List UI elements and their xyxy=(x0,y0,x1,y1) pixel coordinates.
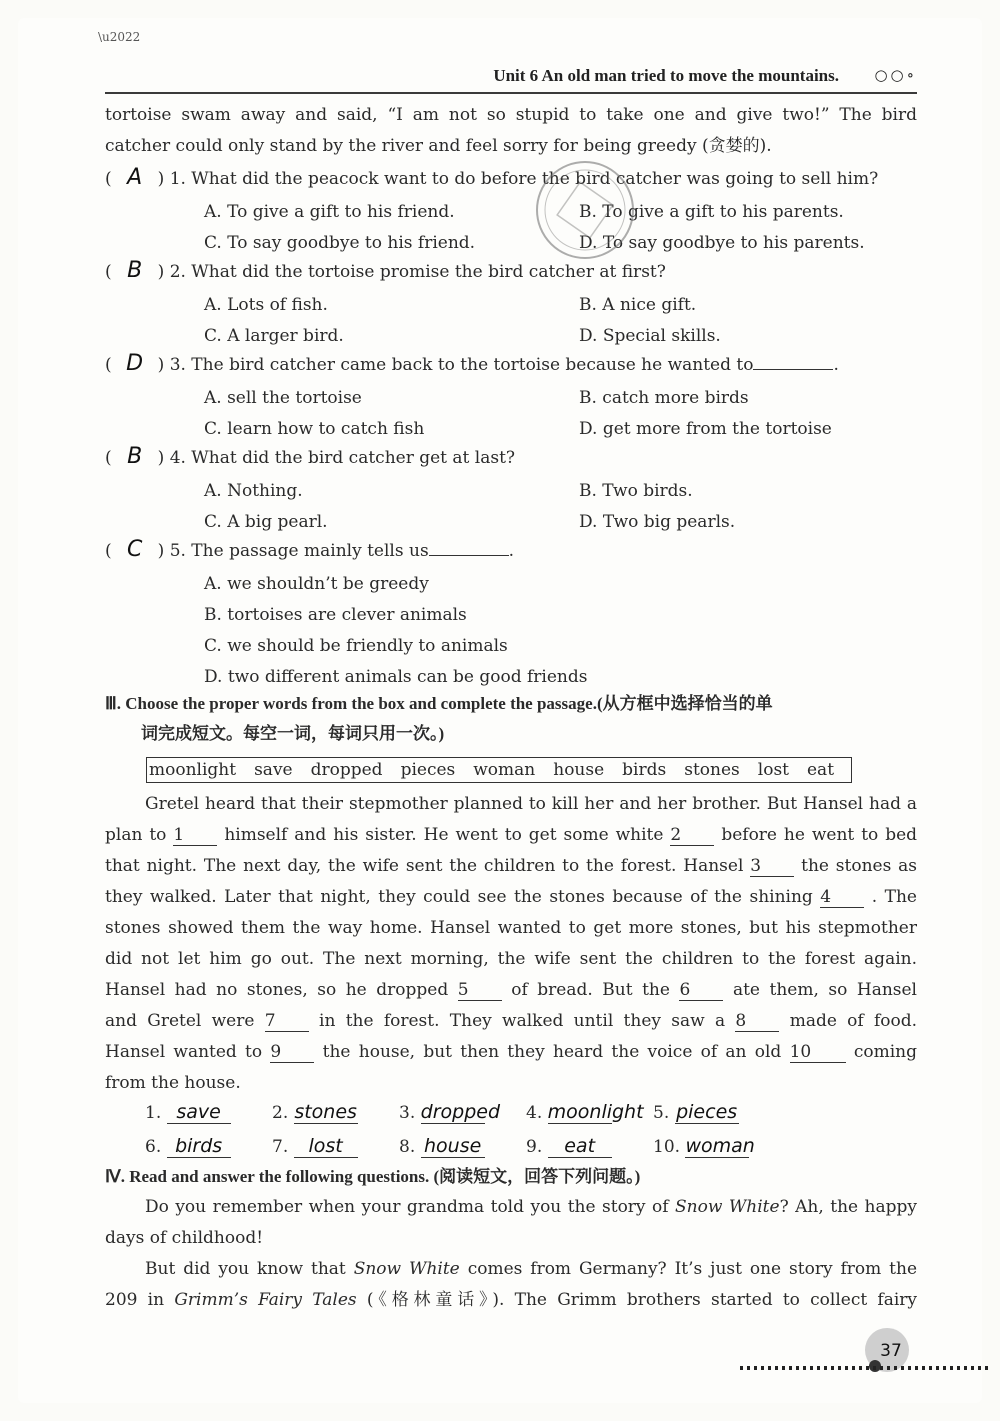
passage-line: tortoise swam away and said, “I am not so stupid to take one and give two!” The bird xyxy=(105,105,917,125)
answer-slot-3: 3. dropped xyxy=(399,1101,501,1123)
option-d: D. two different animals can be good friends xyxy=(204,667,588,687)
option-a: A. To give a gift to his friend. xyxy=(204,202,455,222)
handwritten-answer[interactable]: woman xyxy=(685,1135,755,1157)
question-2: ( B ) 2. What did the tortoise promise the bird catcher at first? xyxy=(105,258,666,283)
handwritten-answer[interactable]: pieces xyxy=(676,1101,738,1123)
option-a: A. sell the tortoise xyxy=(204,388,362,408)
footer-dots xyxy=(740,1362,990,1374)
option-d: D. Two big pearls. xyxy=(579,512,736,532)
handwritten-answer[interactable]: moonlight xyxy=(547,1101,644,1123)
word-option: save xyxy=(254,760,293,780)
blank-2[interactable]: 2 xyxy=(670,825,714,846)
word-option: woman xyxy=(473,760,536,780)
option-a: A. Lots of fish. xyxy=(204,295,328,315)
cloze-line: from the house. xyxy=(105,1073,241,1093)
header-dots: ○○∘ xyxy=(874,66,917,84)
passage-ending xyxy=(105,100,917,162)
question-3: ( D ) 3. The bird catcher came back to the tortoise because he wanted to . xyxy=(105,351,839,376)
blank-4[interactable]: 4 xyxy=(820,887,864,908)
answer-slot-10: 10. woman xyxy=(653,1135,755,1157)
option-d: D. get more from the tortoise xyxy=(579,419,832,439)
cloze-passage xyxy=(105,789,917,1099)
handwritten-answer[interactable]: dropped xyxy=(420,1101,501,1123)
reading-line: 209 in Grimm’s Fairy Tales (《格林童话》). The Grimm brothers started to collect fairy xyxy=(105,1290,918,1310)
word-option: moonlight xyxy=(149,760,237,780)
reading-line: days of childhood! xyxy=(105,1228,264,1248)
option-a: A. we shouldn’t be greedy xyxy=(204,574,429,594)
answer-bracket-4[interactable]: B xyxy=(127,444,143,469)
section-3-title: Ⅲ. Choose the proper words from the box and complete the passage.(从方框中选择恰当的单 xyxy=(105,694,773,713)
question-4: ( B ) 4. What did the bird catcher get at last? xyxy=(105,444,516,469)
blank-10[interactable]: 10 xyxy=(790,1042,846,1063)
option-b: B. To give a gift to his parents. xyxy=(579,202,844,222)
reading-passage xyxy=(105,1192,917,1316)
cloze-line: Hansel wanted to 9 the house, but then they heard the voice of an old 10 coming xyxy=(105,1042,918,1062)
answer-blank[interactable] xyxy=(429,555,509,556)
cloze-line: they walked. Later that night, they could see the stones because of the shining 4 . The xyxy=(105,887,917,907)
reading-line: Do you remember when your grandma told you the story of Snow White? Ah, the happy xyxy=(145,1197,917,1217)
question-1: ( A ) 1. What did the peacock want to do before the bird catcher was going to sell him? xyxy=(105,165,879,190)
handwritten-answer[interactable]: lost xyxy=(294,1135,358,1158)
unit-title: Unit 6 An old man tried to move the mountains. xyxy=(493,66,839,85)
cloze-line: and Gretel were 7 in the forest. They walked until they saw a 8 made of food. xyxy=(105,1011,918,1031)
page-number: 37 xyxy=(880,1341,902,1361)
word-option: stones xyxy=(684,760,740,780)
option-c: C. To say goodbye to his friend. xyxy=(204,233,476,253)
word-option: pieces xyxy=(400,760,456,780)
reading-line: But did you know that Snow White comes from Germany? It’s just one story from the xyxy=(145,1259,918,1279)
blank-6[interactable]: 6 xyxy=(679,980,723,1001)
blank-9[interactable]: 9 xyxy=(270,1042,314,1063)
option-c: C. learn how to catch fish xyxy=(204,419,425,439)
answer-slot-4: 4. moonlight xyxy=(526,1101,644,1123)
handwritten-answer[interactable]: birds xyxy=(167,1135,231,1158)
running-header xyxy=(105,62,917,94)
passage-line: catcher could only stand by the river and feel sorry for being greedy (贪婪的). xyxy=(105,136,772,156)
answer-blank[interactable] xyxy=(753,369,833,370)
word-option: lost xyxy=(757,760,789,780)
option-d: D. Special skills. xyxy=(579,326,721,346)
blank-5[interactable]: 5 xyxy=(458,980,502,1001)
answer-bracket-5[interactable]: C xyxy=(126,537,143,562)
corner-mark: \u2022 xyxy=(98,30,141,44)
option-d: D. To say goodbye to his parents. xyxy=(579,233,865,253)
answer-bracket-2[interactable]: B xyxy=(127,258,143,283)
word-option: eat xyxy=(807,760,835,780)
section-3-title-cont: 词完成短文。每空一词，每词只用一次。) xyxy=(141,724,445,743)
blank-7[interactable]: 7 xyxy=(265,1011,309,1032)
option-b: B. Two birds. xyxy=(579,481,693,501)
answer-slot-6: 6. birds xyxy=(145,1135,231,1158)
cloze-line: stones showed them the way home. Hansel wanted to get more stones, but his stepmother xyxy=(105,918,917,938)
handwritten-answer[interactable]: save xyxy=(167,1101,231,1124)
word-option: birds xyxy=(622,760,667,780)
blank-1[interactable]: 1 xyxy=(173,825,217,846)
blank-3[interactable]: 3 xyxy=(750,856,794,877)
option-b: B. A nice gift. xyxy=(579,295,697,315)
option-b: B. catch more birds xyxy=(579,388,749,408)
cloze-line: plan to 1 himself and his sister. He went to get some white 2 before he went to bed xyxy=(105,825,918,845)
cloze-line: did not let him go out. The next morning, the wife sent the children to the forest again. xyxy=(105,949,917,969)
answer-slot-9: 9. eat xyxy=(526,1135,612,1158)
word-option: house xyxy=(553,760,605,780)
answer-slot-1: 1. save xyxy=(145,1101,231,1124)
answer-slot-2: 2. stones xyxy=(272,1101,357,1123)
answer-slot-5: 5. pieces xyxy=(653,1101,738,1123)
handwritten-answer[interactable]: stones xyxy=(294,1101,357,1123)
option-b: B. tortoises are clever animals xyxy=(204,605,467,625)
question-5: ( C ) 5. The passage mainly tells us . xyxy=(105,537,515,562)
blank-8[interactable]: 8 xyxy=(735,1011,779,1032)
answer-slot-7: 7. lost xyxy=(272,1135,358,1158)
section-4-title: Ⅳ. Read and answer the following questions. (阅读短文，回答下列问题。) xyxy=(105,1167,641,1186)
word-option: dropped xyxy=(310,760,383,780)
option-c: C. A larger bird. xyxy=(204,326,344,346)
answer-bracket-3[interactable]: D xyxy=(126,351,144,376)
option-c: C. A big pearl. xyxy=(204,512,328,532)
word-box xyxy=(146,757,852,783)
handwritten-answer[interactable]: eat xyxy=(548,1135,612,1158)
option-c: C. we should be friendly to animals xyxy=(204,636,508,656)
cloze-line: Hansel had no stones, so he dropped 5 of bread. But the 6 ate them, so Hansel xyxy=(105,980,917,1000)
answer-bracket-1[interactable]: A xyxy=(127,165,143,190)
cloze-line: Gretel heard that their stepmother planned to kill her and her brother. But Hansel had a xyxy=(145,794,917,814)
answer-slot-8: 8. house xyxy=(399,1135,485,1158)
cloze-line: that night. The next day, the wife sent the children to the forest. Hansel 3 the stones as xyxy=(105,856,918,876)
option-a: A. Nothing. xyxy=(204,481,303,501)
seal-stamp-icon xyxy=(525,150,645,270)
handwritten-answer[interactable]: house xyxy=(421,1135,485,1158)
